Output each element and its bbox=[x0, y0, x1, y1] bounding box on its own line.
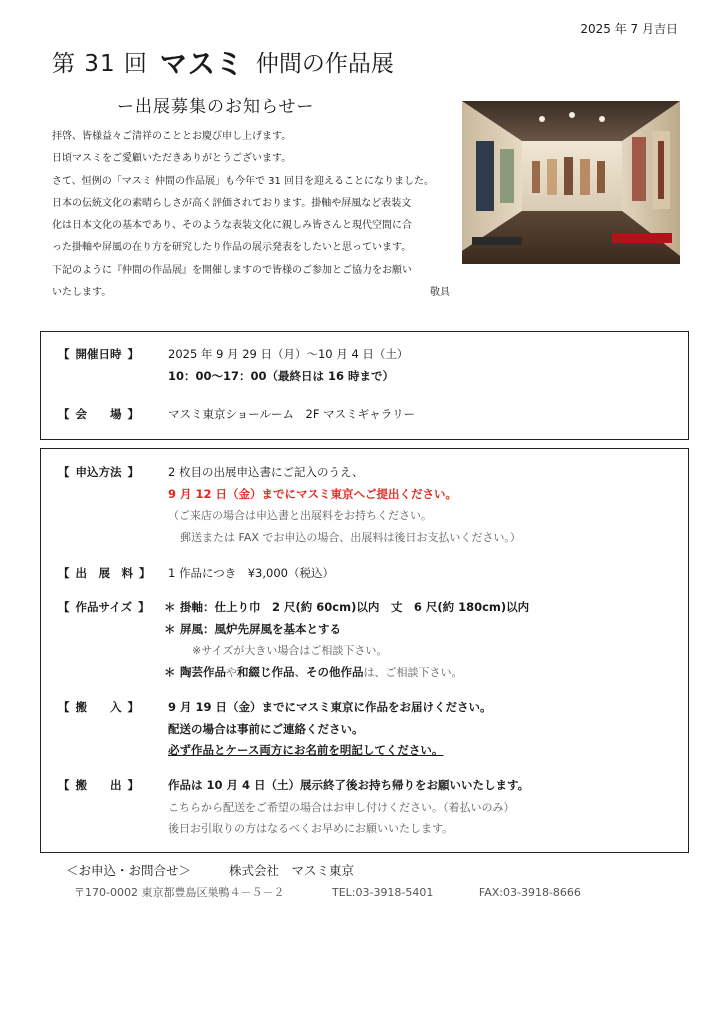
delivery-in-label: 【 搬 入 】 bbox=[58, 700, 139, 714]
schedule-hours: 10：00〜17：00（最終日は 16 時まで） bbox=[168, 368, 395, 383]
contact-label: ＜お申込・お問合せ＞ bbox=[66, 863, 192, 878]
gallery-photo bbox=[462, 101, 680, 264]
intro-line: 日本の伝統文化の素晴らしさが高く評価されております。掛軸や屏風など表装文 bbox=[52, 197, 412, 209]
company-name: 株式会社 マスミ東京 bbox=[229, 863, 355, 878]
gallery-photo-image bbox=[462, 101, 680, 264]
venue-label: 【 会 場 】 bbox=[58, 407, 139, 421]
schedule-value bbox=[168, 344, 408, 387]
masumi-logo: マスミ bbox=[159, 47, 244, 82]
size-value: ＊ 掛軸：仕上り巾 2 尺(約 60cm)以内 丈 6 尺(約 180cm)以内 ＊ 屏風：風炉先屏風を基本とする ※サイズが大きい場合はご相談下さい。 ＊ 陶芸作品や和綴じ作品、その他作品は、ご相談下さい。 bbox=[164, 600, 530, 679]
intro-line: さて、恒例の「マスミ 仲間の作品展」も今年で 31 回目を迎えることになりました。 bbox=[52, 175, 435, 187]
application-info-box bbox=[40, 448, 689, 853]
delivery-in-value: 9 月 19 日（金）までにマスミ東京に作品をお届けください。 配送の場合は事前にご連絡ください。 必ず作品とケース両方にお名前を明記してください。 bbox=[168, 700, 492, 757]
schedule-dates: 2025 年 9 月 29 日（月）〜10 月 4 日（土） bbox=[168, 347, 409, 361]
size-label: 【 作品サイズ 】 bbox=[58, 600, 150, 614]
contact-heading bbox=[66, 861, 354, 879]
fax-number: FAX:03-3918-8666 bbox=[478, 886, 581, 899]
apply-value: 2 枚目の出展申込書にご記入のうえ、 9 月 12 日（金）までにマスミ東京へご提出ください。 （ご来店の場合は申込書と出展料をお持ちください。 郵送または FAX でお申込の場合、出展料は後日お支払いください。） bbox=[168, 465, 521, 544]
name-label-notice: 必ず作品とケース両方にお名前を明記してください。 bbox=[168, 743, 444, 757]
intro-line: 拝啓、皆様益々ご清祥のこととお慶び申し上げます。 bbox=[52, 131, 292, 142]
intro-closing: 敬具 bbox=[430, 287, 450, 299]
intro-line: 化は日本文化の基本であり、そのような表装文化に親しみ皆さんと現代空間に合 bbox=[52, 220, 412, 232]
phone-number: TEL:03-3918-5401 bbox=[331, 886, 434, 899]
apply-label: 【 申込方法 】 bbox=[58, 465, 139, 479]
event-info-box bbox=[40, 331, 689, 440]
delivery-out-label: 【 搬 出 】 bbox=[58, 778, 139, 792]
intro-line: 下記のように『仲間の作品展』を開催しますので皆様のご参加とご協力をお願い bbox=[52, 264, 412, 276]
apply-deadline: 9 月 12 日（金）までにマスミ東京へご提出ください。 bbox=[168, 486, 458, 501]
intro-line: いたします。 bbox=[52, 287, 112, 299]
title-prefix: 第 31 回 bbox=[52, 50, 148, 77]
contact-details bbox=[74, 884, 581, 900]
page-subtitle: ー出展募集のお知らせー bbox=[117, 97, 315, 117]
issue-date: 2025 年 7 月吉日 bbox=[580, 22, 678, 36]
fee-label: 【 出 展 料 】 bbox=[58, 566, 151, 580]
title-suffix: 仲間の作品展 bbox=[255, 50, 394, 77]
intro-line: った掛軸や屏風の在り方を研究したり作品の展示発表をしたいと思っています。 bbox=[52, 242, 412, 254]
fee-value: 1 作品につき ¥3,000（税込） bbox=[168, 566, 334, 580]
intro-line: 日頃マスミをご愛顧いただきありがとうございます。 bbox=[52, 153, 292, 165]
delivery-out-value: 作品は 10 月 4 日（土）展示終了後お持ち帰りをお願いいたします。 こちらから配送をご希望の場合はお申し付けください。（着払いのみ） 後日お引取りの方はなるべくお早めにお願いいたします。 bbox=[168, 778, 530, 835]
intro-letter bbox=[52, 126, 452, 304]
address: 〒170-0002 東京都豊島区巣鴨４－５－２ bbox=[74, 886, 285, 899]
venue-value: マスミ東京ショールーム 2F マスミギャラリー bbox=[168, 407, 416, 421]
schedule-label: 【 開催日時 】 bbox=[58, 347, 139, 361]
page-title bbox=[52, 44, 394, 82]
